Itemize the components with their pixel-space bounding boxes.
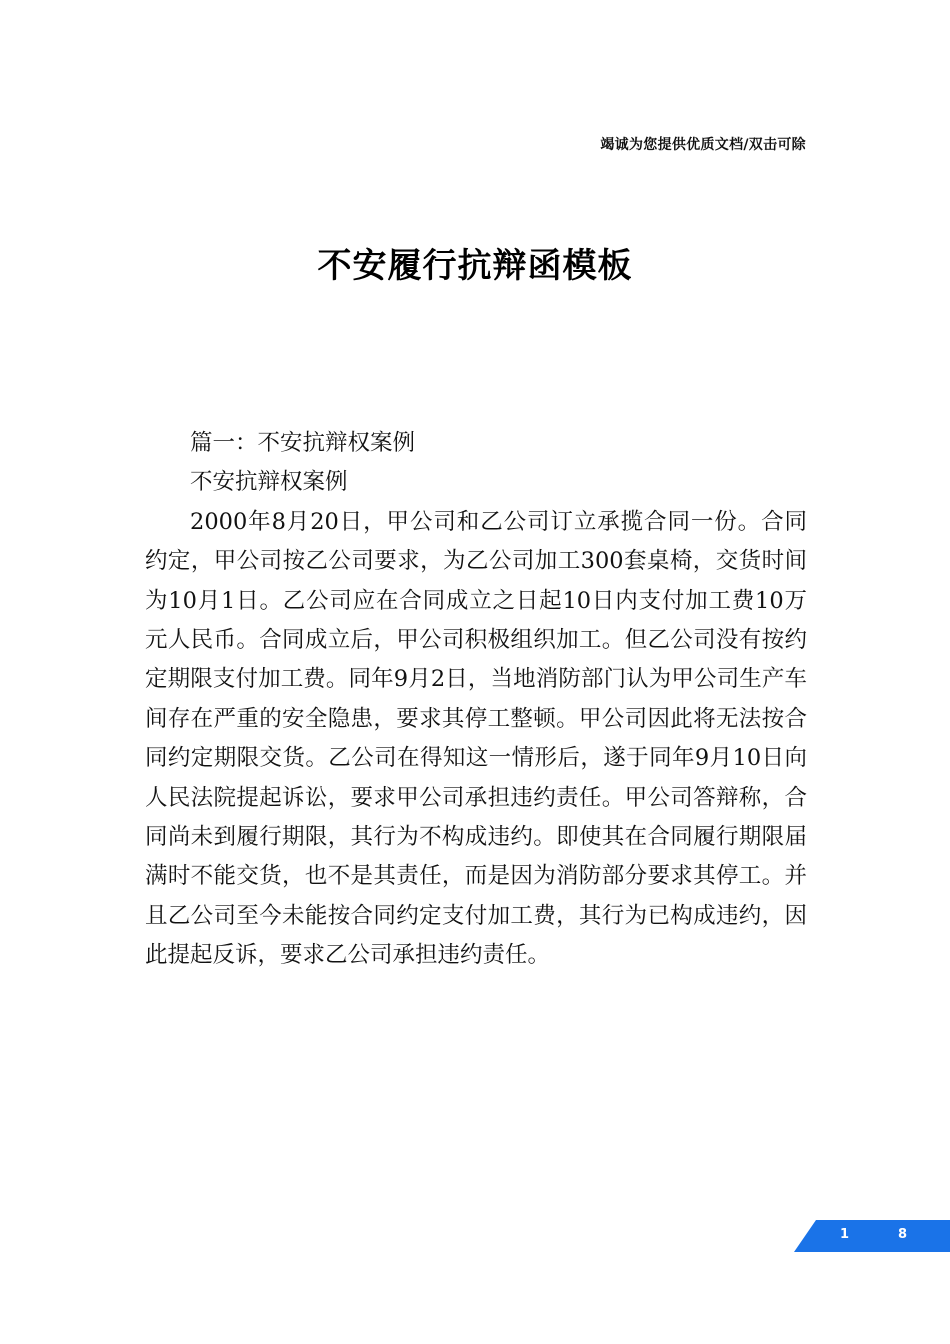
page-current: 1 (840, 1227, 850, 1242)
header-note: 竭诚为您提供优质文档/双击可除 (600, 137, 806, 153)
case-title: 不安抗辩权案例 (190, 469, 348, 496)
page-total: 8 (898, 1227, 908, 1242)
section-heading: 篇一：不安抗辩权案例 (190, 430, 416, 456)
page-number-badge (794, 1220, 950, 1252)
document-body (145, 424, 807, 976)
page-badge-shape (794, 1220, 950, 1252)
case-paragraph: 2000年8月20日，甲公司和乙公司订立承揽合同一份。合同约定，甲公司按乙公司要求，为乙公司加工300套桌椅，交货时间为10月1日。乙公司应在合同成立之日起10日内支付加工费10万元人民币。合同成立后，甲公司积极组织加工。但乙公司没有按约定期限支付加工费。同年9月2日，当地消防部门认为甲公司生产车间存在严重的安全隐患，要求其停工整顿。甲公司因此将无法按合同约定期限交货。乙公司在得知这一情形后，遂于同年9月10日向人民法院提起诉讼，要求甲公司承担违约责任。甲公司答辩称，合同尚未到履行期限，其行为不构成违约。即使其在合同履行期限届满时不能交货，也不是其责任，而是因为消防部分要求其停工。并且乙公司至今未能按合同约定支付加工费，其行为已构成违约，因此提起反诉，要求乙公司承担违约责任。 (145, 508, 807, 969)
document-title: 不安履行抗辩函模板 (317, 246, 633, 286)
